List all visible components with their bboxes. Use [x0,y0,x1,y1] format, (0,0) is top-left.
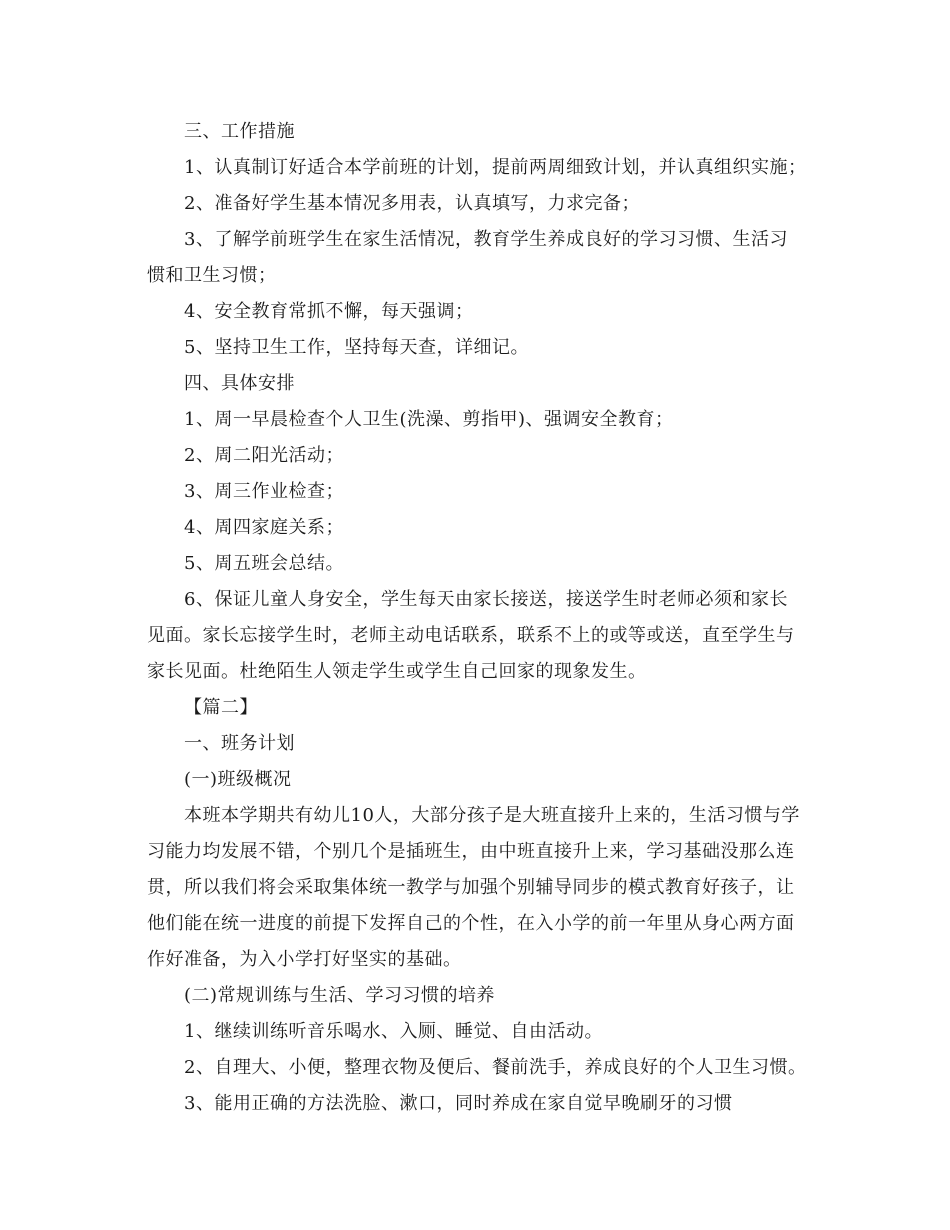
paragraph-line: 4、周四家庭关系； [184,517,344,538]
paragraph-line: 1、认真制订好适合本学前班的计划，提前两周细致计划，并认真组织实施； [184,157,807,178]
paragraph-line: 2、周二阳光活动； [184,445,344,466]
paragraph-continuation: 他们能在统一进度的前提下发挥自己的个性，在入小学的前一年里从身心两方面 [147,913,795,934]
document-body [147,114,807,1122]
section-heading: 四、具体安排 [184,373,295,394]
paragraph-line: 6、保证儿童人身安全，学生每天由家长接送，接送学生时老师必须和家长 [184,589,788,610]
paragraph-line: 本班本学期共有幼儿10人，大部分孩子是大班直接升上来的，生活习惯与学 [184,805,800,826]
paragraph-line: 4、安全教育常抓不懈，每天强调； [184,301,474,322]
paragraph-continuation: 见面。家长忘接学生时，老师主动电话联系，联系不上的或等或送，直至学生与 [147,625,795,646]
paragraph-continuation: 家长见面。杜绝陌生人领走学生或学生自己回家的现象发生。 [147,661,647,682]
part-heading: 【篇二】 [184,697,258,718]
paragraph-line: 3、周三作业检查； [184,481,344,502]
paragraph-continuation: 贯，所以我们将会采取集体统一教学与加强个别辅导同步的模式教育好孩子，让 [147,877,795,898]
subsection-heading: (一)班级概况 [184,769,292,790]
section-heading: 三、工作措施 [184,121,295,142]
paragraph-line: 2、自理大、小便，整理衣物及便后、餐前洗手，养成良好的个人卫生习惯。 [184,1057,807,1078]
paragraph-line: 1、继续训练听音乐喝水、入厕、睡觉、自由活动。 [184,1021,603,1042]
paragraph-continuation: 惯和卫生习惯； [147,265,277,286]
paragraph-line: 5、周五班会总结。 [184,553,344,574]
paragraph-line: 2、准备好学生基本情况多用表，认真填写，力求完备； [184,193,640,214]
paragraph-line: 1、周一早晨检查个人卫生(洗澡、剪指甲)、强调安全教育； [184,409,674,430]
section-heading: 一、班务计划 [184,733,295,754]
subsection-heading: (二)常规训练与生活、学习习惯的培养 [184,985,496,1006]
paragraph-line: 3、了解学前班学生在家生活情况，教育学生养成良好的学习习惯、生活习 [184,229,788,250]
paragraph-line: 5、坚持卫生工作，坚持每天查，详细记。 [184,337,529,358]
paragraph-continuation: 作好准备，为入小学打好坚实的基础。 [147,949,462,970]
paragraph-line: 3、能用正确的方法洗脸、漱口，同时养成在家自觉早晚刷牙的习惯 [184,1093,733,1114]
paragraph-continuation: 习能力均发展不错，个别几个是插班生，由中班直接升上来，学习基础没那么连 [147,841,795,862]
